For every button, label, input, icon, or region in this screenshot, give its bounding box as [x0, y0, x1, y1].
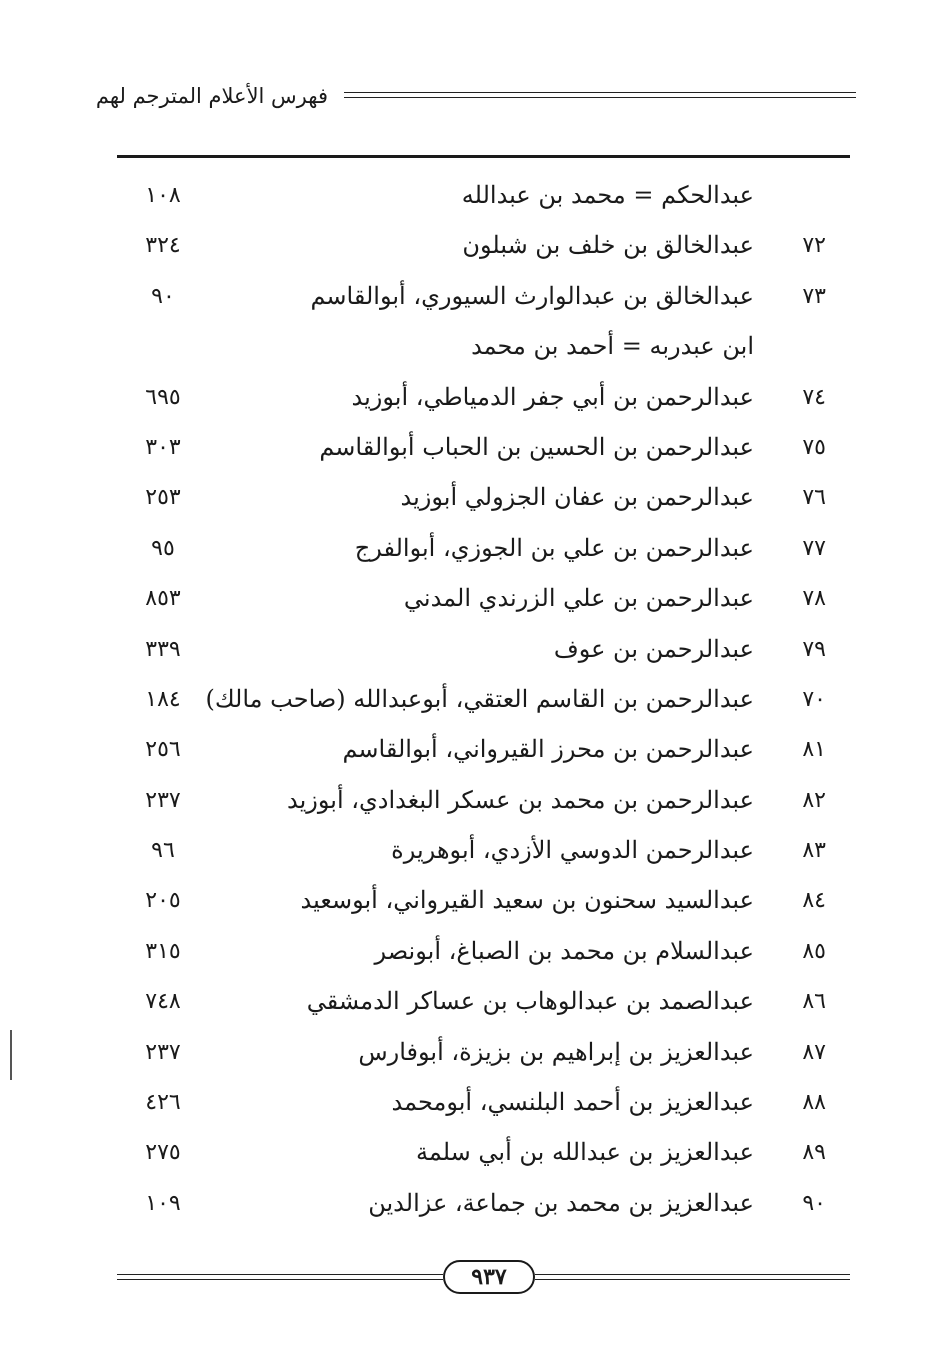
entry-name: عبدالرحمن بن الحسين بن الحباب أبوالقاسم [319, 432, 754, 461]
header-main-rule [117, 155, 850, 158]
index-entry [0, 1183, 946, 1233]
entry-name: عبدالرحمن بن محرز القيرواني، أبوالقاسم [342, 735, 754, 764]
index-entry [0, 175, 946, 225]
entry-page-reference: ٣١٥ [145, 938, 181, 964]
entry-number: ٨٣ [802, 838, 826, 864]
index-entry [0, 578, 946, 628]
index-entry [0, 477, 946, 527]
entry-number: ٧٤ [802, 384, 826, 410]
entry-page-reference: ٣٢٤ [145, 233, 181, 259]
entry-name: ابن عبدربه = أحمد بن محمد [471, 332, 754, 361]
index-entry [0, 679, 946, 729]
entry-name: عبدالعزيز بن عبدالله بن أبي سلمة [415, 1138, 754, 1167]
entry-number: ٨٢ [802, 787, 826, 813]
entry-name: عبدالخالق بن عبدالوارث السيوري، أبوالقاسم [310, 281, 754, 310]
entry-page-reference: ٤٢٦ [145, 1090, 181, 1116]
entry-name: عبدالرحمن بن علي الزرندي المدني [403, 584, 754, 613]
entry-page-reference: ١٠٨ [145, 183, 181, 208]
index-entry [0, 276, 946, 326]
entry-name: عبدالحكم = محمد بن عبدالله [461, 181, 754, 209]
entry-page-reference: ٨٥٣ [145, 586, 181, 612]
entry-number: ٨٤ [802, 888, 826, 914]
entry-page-reference: ٧٤٨ [145, 989, 181, 1015]
entry-number: ٨٧ [802, 1039, 826, 1065]
entry-name: عبدالرحمن بن عفان الجزولي أبوزيد [400, 483, 754, 512]
footer-double-rule-left [117, 1274, 443, 1280]
entry-number: ٨٨ [802, 1090, 826, 1116]
entry-name: عبدالرحمن بن علي بن الجوزي، أبوالفرج [354, 533, 754, 562]
index-entry [0, 880, 946, 930]
entry-name: عبدالخالق بن خلف بن شبلون [462, 231, 754, 260]
index-entry [0, 377, 946, 427]
index-entry [0, 326, 946, 376]
entry-name: عبدالرحمن بن أبي جفر الدمياطي، أبوزيد [351, 382, 754, 411]
entry-number: ٧٥ [802, 434, 826, 460]
index-entry [0, 1132, 946, 1182]
entry-page-reference: ١٠٩ [145, 1190, 181, 1216]
entry-number: ٨١ [802, 737, 826, 763]
entry-page-reference: ٣٠٣ [145, 434, 181, 460]
entry-number: ٧٨ [802, 586, 826, 612]
index-entry [0, 629, 946, 679]
entry-page-reference: ٢٠٥ [145, 888, 181, 914]
entry-page-reference: ٣٣٩ [145, 636, 181, 662]
entry-number: ٧٠ [802, 686, 826, 712]
entry-name: عبدالعزيز بن محمد بن جماعة، عزالدين [368, 1188, 754, 1217]
entry-number: ٧٢ [802, 233, 826, 259]
index-entry-list [0, 175, 946, 1233]
scan-margin-mark [10, 1030, 12, 1080]
entry-number: ٧٣ [802, 283, 826, 309]
index-entry [0, 427, 946, 477]
entry-number: ٧٩ [802, 636, 826, 662]
entry-number: ٧٦ [802, 485, 826, 511]
entry-number: ٨٥ [802, 938, 826, 964]
entry-name: عبدالعزيز بن إبراهيم بن بزيزة، أبوفارس [358, 1037, 754, 1066]
entry-name: عبدالسلام بن محمد بن الصباغ، أبونصر [374, 936, 754, 965]
entry-page-reference: ٢٣٧ [145, 1039, 181, 1065]
entry-page-reference: ١٨٤ [145, 686, 181, 712]
entry-name: عبدالرحمن الدوسي الأزدي، أبوهريرة [391, 836, 754, 865]
index-entry [0, 225, 946, 275]
index-entry [0, 528, 946, 578]
index-entry [0, 780, 946, 830]
index-entry [0, 830, 946, 880]
entry-number: ٨٩ [802, 1140, 826, 1166]
index-entry [0, 931, 946, 981]
entry-page-reference: ٢٥٦ [145, 737, 181, 763]
entry-page-reference: ٩٦ [151, 838, 175, 864]
entry-name: عبدالرحمن بن محمد بن عسكر البغدادي، أبوزيد [287, 785, 754, 814]
entry-name: عبدالعزيز بن أحمد البلنسي، أبومحمد [391, 1088, 754, 1117]
index-entry [0, 1082, 946, 1132]
page-number-badge: ٩٣٧ [443, 1260, 535, 1294]
index-entry [0, 729, 946, 779]
entry-number: ٨٦ [802, 989, 826, 1015]
entry-name: عبدالسيد سحنون بن سعيد القيرواني، أبوسعيد [300, 886, 754, 915]
entry-number: ٩٠ [802, 1190, 826, 1216]
entry-page-reference: ٦٩٥ [145, 384, 181, 410]
entry-page-reference: ٢٣٧ [145, 787, 181, 813]
entry-page-reference: ٢٥٣ [145, 485, 181, 511]
running-header-title: فهرس الأعلام المترجم لهم [95, 84, 328, 108]
header-double-rule [344, 92, 856, 98]
entry-page-reference: ٢٧٥ [145, 1140, 181, 1166]
entry-name: عبدالرحمن بن القاسم العتقي، أبوعبدالله (صاحب مالك) [205, 684, 754, 713]
entry-page-reference: ٩٠ [151, 283, 175, 309]
entry-name: عبدالصمد بن عبدالوهاب بن عساكر الدمشقي [306, 987, 754, 1016]
entry-number: ٧٧ [802, 535, 826, 561]
entry-name: عبدالرحمن بن عوف [553, 634, 754, 663]
footer-double-rule-right [535, 1274, 850, 1280]
entry-page-reference: ٩٥ [151, 535, 175, 561]
index-entry [0, 1032, 946, 1082]
index-entry [0, 981, 946, 1031]
